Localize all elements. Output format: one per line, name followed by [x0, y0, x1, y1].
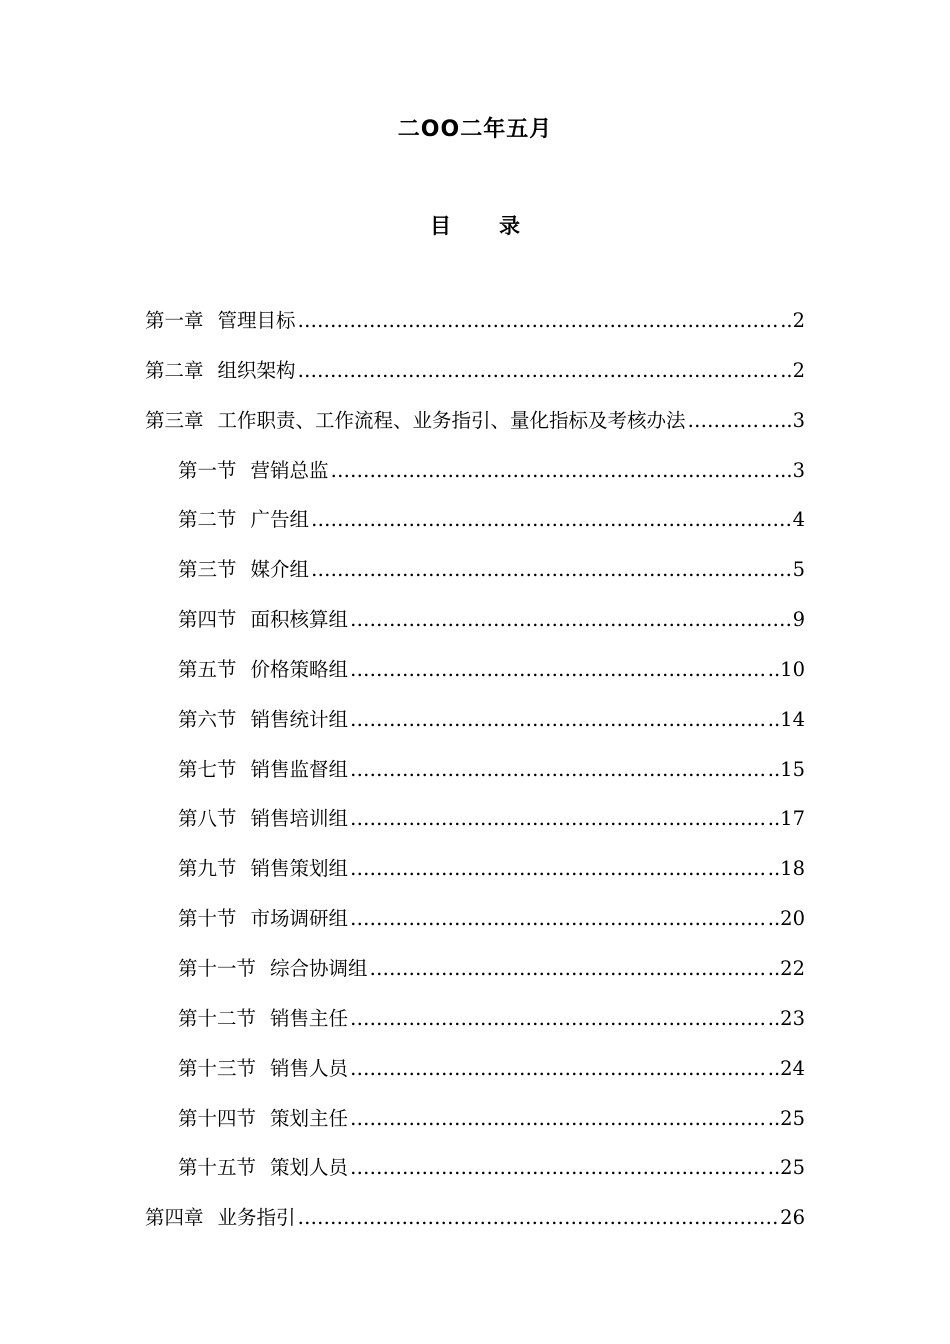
- document-date: 二OO二年五月: [397, 117, 553, 142]
- toc-entry-title: 销售主任: [270, 1006, 349, 1030]
- toc-section-entry[interactable]: [145, 803, 805, 853]
- toc-entry-number: 第二节: [178, 508, 237, 532]
- toc-dot-leader: [350, 1156, 766, 1179]
- toc-entry-page-number: ..18: [767, 857, 805, 881]
- toc-entry-number: 第四节: [178, 608, 237, 632]
- toc-dot-leader: [350, 658, 766, 681]
- toc-entry-page-number: …..3: [760, 408, 805, 432]
- toc-chapter-entry[interactable]: [145, 1202, 805, 1252]
- toc-entry-title: 工作职责、工作流程、业务指引、量化指标及考核办法: [217, 408, 686, 432]
- toc-section-entry[interactable]: [145, 504, 805, 554]
- toc-dot-leader: [298, 359, 779, 382]
- toc-entry-title: 销售培训组: [250, 807, 349, 831]
- toc-section-entry[interactable]: [145, 1003, 805, 1053]
- toc-entry-title: 销售监督组: [250, 757, 349, 781]
- toc-entry-page-number: ..23: [767, 1006, 805, 1030]
- toc-dot-leader: [298, 1206, 779, 1229]
- toc-entry-number: 第六节: [178, 707, 237, 731]
- toc-entry-page-number: ..22: [767, 956, 805, 980]
- toc-entry-title: 销售统计组: [250, 707, 349, 731]
- toc-entry-page-number: ..15: [767, 757, 805, 781]
- toc-heading: [0, 210, 950, 240]
- toc-dot-leader: [350, 1007, 766, 1030]
- toc-section-entry[interactable]: [145, 604, 805, 654]
- toc-entry-number: 第八节: [178, 807, 237, 831]
- toc-section-entry[interactable]: [145, 455, 805, 505]
- toc-section-entry[interactable]: [145, 903, 805, 953]
- toc-entry-number: 第十二节: [178, 1006, 257, 1030]
- toc-entry-page-number: 9: [792, 608, 805, 632]
- toc-entry-number: 第二章: [145, 358, 204, 382]
- toc-entry-page-number: 4: [792, 508, 805, 532]
- toc-entry-page-number: ..14: [767, 707, 805, 731]
- toc-entry-number: 第一节: [178, 458, 237, 482]
- toc-entry-title: 销售人员: [270, 1056, 349, 1080]
- toc-entry-page-number: ..24: [767, 1056, 805, 1080]
- toc-section-entry[interactable]: [145, 554, 805, 604]
- toc-entry-number: 第十五节: [178, 1156, 257, 1180]
- toc-entry-title: 业务指引: [217, 1206, 296, 1230]
- toc-dot-leader: [350, 758, 766, 781]
- toc-heading-right: 录: [499, 213, 520, 238]
- toc-section-entry[interactable]: [145, 1103, 805, 1153]
- toc-entry-number: 第九节: [178, 857, 237, 881]
- toc-dot-leader: [350, 857, 766, 880]
- toc-section-entry[interactable]: [145, 1152, 805, 1202]
- toc-entry-number: 第十四节: [178, 1106, 257, 1130]
- toc-entry-page-number: ...3: [773, 458, 805, 482]
- toc-entry-page-number: ..10: [767, 657, 805, 681]
- toc-entry-title: 媒介组: [250, 558, 310, 582]
- toc-entry-page-number: ..17: [767, 807, 805, 831]
- toc-entry-number: 第十一节: [178, 956, 257, 980]
- toc-dot-leader: [331, 459, 772, 482]
- toc-dot-leader: [350, 1107, 766, 1130]
- toc-chapter-entry[interactable]: [145, 305, 805, 355]
- toc-dot-leader: [350, 608, 791, 631]
- toc-entry-title: 策划人员: [270, 1156, 349, 1180]
- toc-entry-page-number: ..2: [780, 309, 805, 332]
- toc-chapter-entry[interactable]: [145, 405, 805, 455]
- toc-entry-page-number: 26: [780, 1206, 805, 1230]
- toc-entry-title: 价格策略组: [250, 657, 349, 681]
- toc-section-entry[interactable]: [145, 654, 805, 704]
- toc-entry-page-number: ..20: [767, 907, 805, 931]
- toc-entry-number: 第三节: [178, 558, 237, 582]
- toc-entry-title: 营销总监: [250, 458, 329, 482]
- toc-chapter-entry[interactable]: [145, 355, 805, 405]
- toc-dot-leader: [688, 409, 759, 432]
- toc-entry-number: 第五节: [178, 657, 237, 681]
- toc-dot-leader: [298, 309, 779, 332]
- toc-entry-page-number: 5: [792, 558, 805, 582]
- toc-entry-title: 广告组: [250, 508, 310, 532]
- toc-entry-title: 管理目标: [217, 309, 296, 332]
- toc-entry-title: 策划主任: [270, 1106, 349, 1130]
- toc-dot-leader: [350, 807, 766, 830]
- toc-entry-number: 第四章: [145, 1206, 204, 1230]
- toc-entry-number: 第一章: [145, 309, 204, 332]
- toc-entry-number: 第十节: [178, 907, 237, 931]
- toc-entry-number: 第十三节: [178, 1056, 257, 1080]
- toc-dot-leader: [350, 708, 766, 731]
- toc-entry-page-number: ..25: [767, 1156, 805, 1180]
- toc-entry-title: 综合协调组: [270, 956, 368, 980]
- toc-section-entry[interactable]: [145, 704, 805, 754]
- toc-dot-leader: [350, 907, 766, 930]
- toc-section-entry[interactable]: [145, 853, 805, 903]
- toc-section-entry[interactable]: [145, 1053, 805, 1103]
- toc-section-entry[interactable]: [145, 754, 805, 804]
- toc-entry-page-number: ..25: [767, 1106, 805, 1130]
- toc-entry-title: 组织架构: [217, 358, 296, 382]
- toc-dot-leader: [311, 558, 791, 581]
- toc-entry-number: 第三章: [145, 408, 204, 432]
- toc-dot-leader: [370, 957, 766, 980]
- toc-section-entry[interactable]: [145, 953, 805, 1003]
- toc-heading-left: 目: [430, 213, 451, 238]
- toc-entry-title: 销售策划组: [250, 857, 349, 881]
- toc-entry-title: 面积核算组: [250, 608, 349, 632]
- toc-entry-title: 市场调研组: [250, 907, 349, 931]
- toc-entry-number: 第七节: [178, 757, 237, 781]
- toc-dot-leader: [311, 508, 791, 531]
- toc-entry-page-number: ..2: [780, 358, 805, 382]
- toc-dot-leader: [350, 1057, 766, 1080]
- table-of-contents: [145, 305, 805, 1252]
